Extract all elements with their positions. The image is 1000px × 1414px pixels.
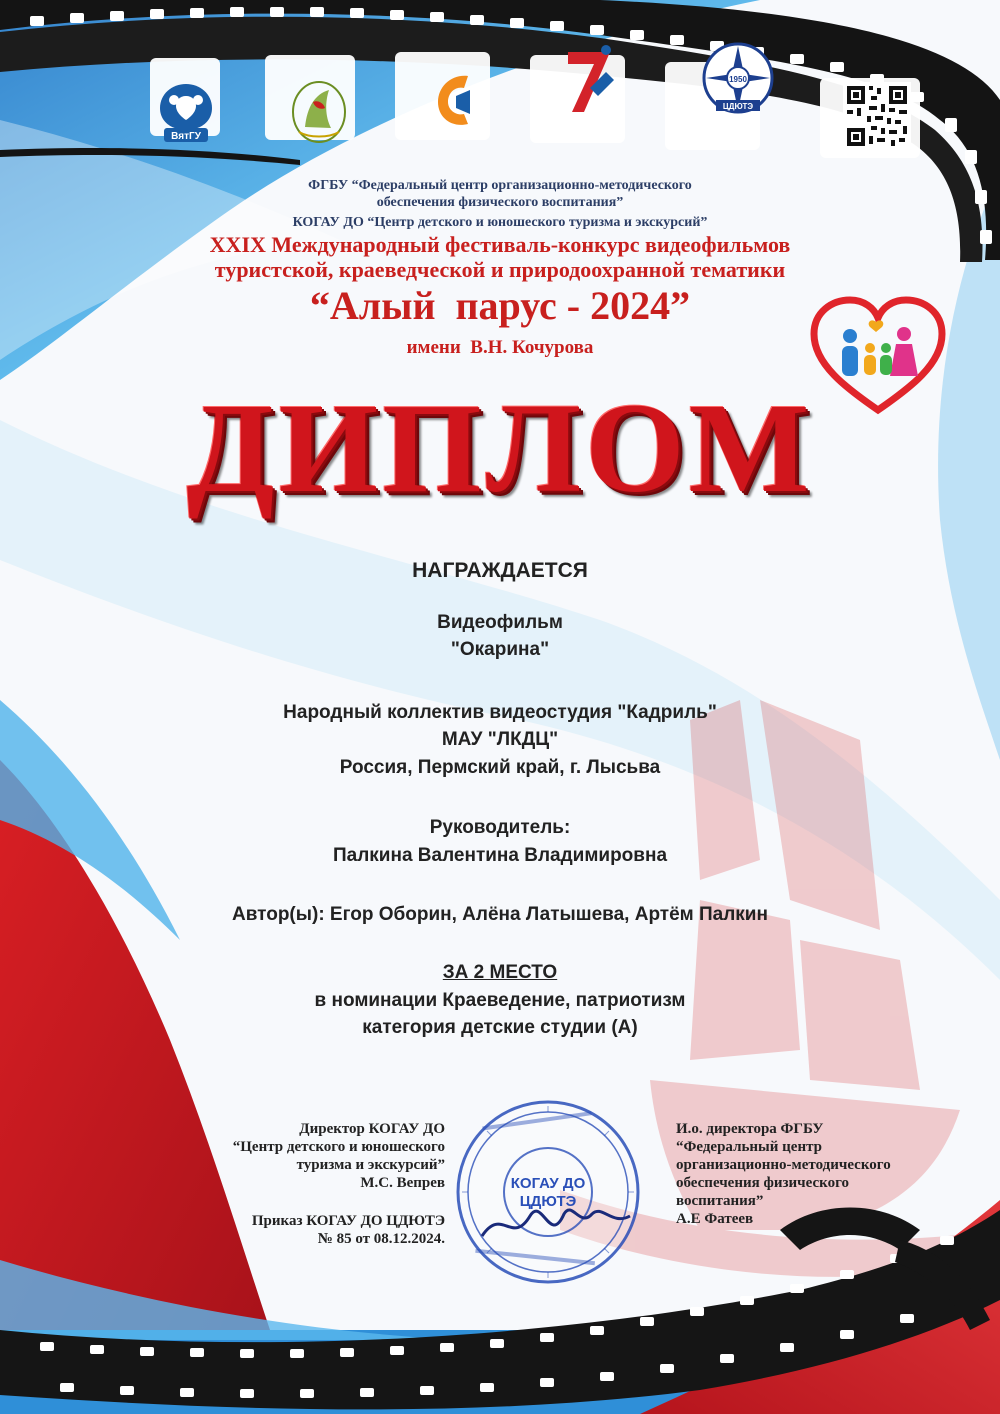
header-org1-line1: ФГБУ “Федеральный центр организационно-методического <box>308 178 692 193</box>
vyatgu-logo-label: ВятГУ <box>171 131 201 142</box>
stamp-line2: ЦДЮТЭ <box>519 1193 577 1210</box>
order-block <box>170 1212 445 1248</box>
nomination: в номинации Краеведение, патриотизм <box>314 990 686 1011</box>
compass-year-label: 1950 <box>729 75 747 84</box>
festival-line2: туристской, краеведческой и природоохранной тематики <box>214 257 786 282</box>
right-sig-line6: А.Е Фатеев <box>676 1211 754 1227</box>
place-award: ЗА 2 МЕСТО <box>442 962 558 983</box>
journalists-union-logo-icon <box>285 72 353 146</box>
left-sig-line1: Директор КОГАУ ДО <box>299 1121 445 1137</box>
leader-name: Палкина Валентина Владимировна <box>332 845 668 866</box>
category: категория детские студии (А) <box>362 1017 638 1038</box>
left-sig-line4: М.С. Вепрев <box>360 1175 445 1191</box>
festival-named-after: имени В.Н. Кочурова <box>406 337 594 358</box>
order-line2: № 85 от 08.12.2024. <box>317 1231 445 1247</box>
awarded-label: НАГРАЖДАЕТСЯ <box>412 559 588 582</box>
authors: Автор(ы): Егор Оборин, Алёна Латышева, Артём Палкин <box>232 904 768 925</box>
team-line1: Народный коллектив видеостудия "Кадриль" <box>283 702 717 723</box>
festival-name: “Алый парус - 2024” <box>309 283 691 328</box>
right-sig-line5: воспитания” <box>676 1193 764 1209</box>
vyatgu-logo-icon <box>150 78 222 144</box>
left-sig-line2: “Центр детского и юношеского <box>232 1139 445 1155</box>
festival-line1: XXIX Международный фестиваль-конкурс видеофильмов <box>209 232 791 257</box>
diploma-title: ДИПЛОМ <box>186 377 814 519</box>
right-sig-line3: организационно-методического <box>676 1157 891 1173</box>
orange-c-logo-icon <box>430 68 480 132</box>
header-org2: КОГАУ ДО “Центр детского и юношеского туризма и экскурсий” <box>292 215 708 230</box>
compass-emblem-icon <box>700 40 776 116</box>
team-line3: Россия, Пермский край, г. Лысьва <box>339 757 661 778</box>
right-sig-line4: обеспечения физического <box>676 1175 850 1191</box>
qr-code-icon[interactable] <box>843 82 911 150</box>
team-line2: МАУ "ЛКДЦ" <box>441 729 559 750</box>
header-org1-line2: обеспечения физического воспитания” <box>376 195 624 210</box>
order-line1: Приказ КОГАУ ДО ЦДЮТЭ <box>251 1213 445 1229</box>
official-stamp-icon <box>452 1096 644 1288</box>
film-title: "Окарина" <box>450 639 550 660</box>
leader-label: Руководитель: <box>429 817 571 838</box>
left-signature-block <box>170 1120 445 1192</box>
left-sig-line3: туризма и экскурсий” <box>296 1157 445 1173</box>
film-label: Видеофильм <box>437 612 563 633</box>
compass-badge-label: ЦДЮТЭ <box>722 102 754 111</box>
stamp-line1: КОГАУ ДО <box>510 1175 586 1192</box>
right-signature-block <box>676 1120 976 1228</box>
right-sig-line1: И.о. директора ФГБУ <box>676 1121 824 1137</box>
right-sig-line2: “Федеральный центр <box>676 1139 822 1155</box>
seven-logo-icon <box>560 42 618 116</box>
